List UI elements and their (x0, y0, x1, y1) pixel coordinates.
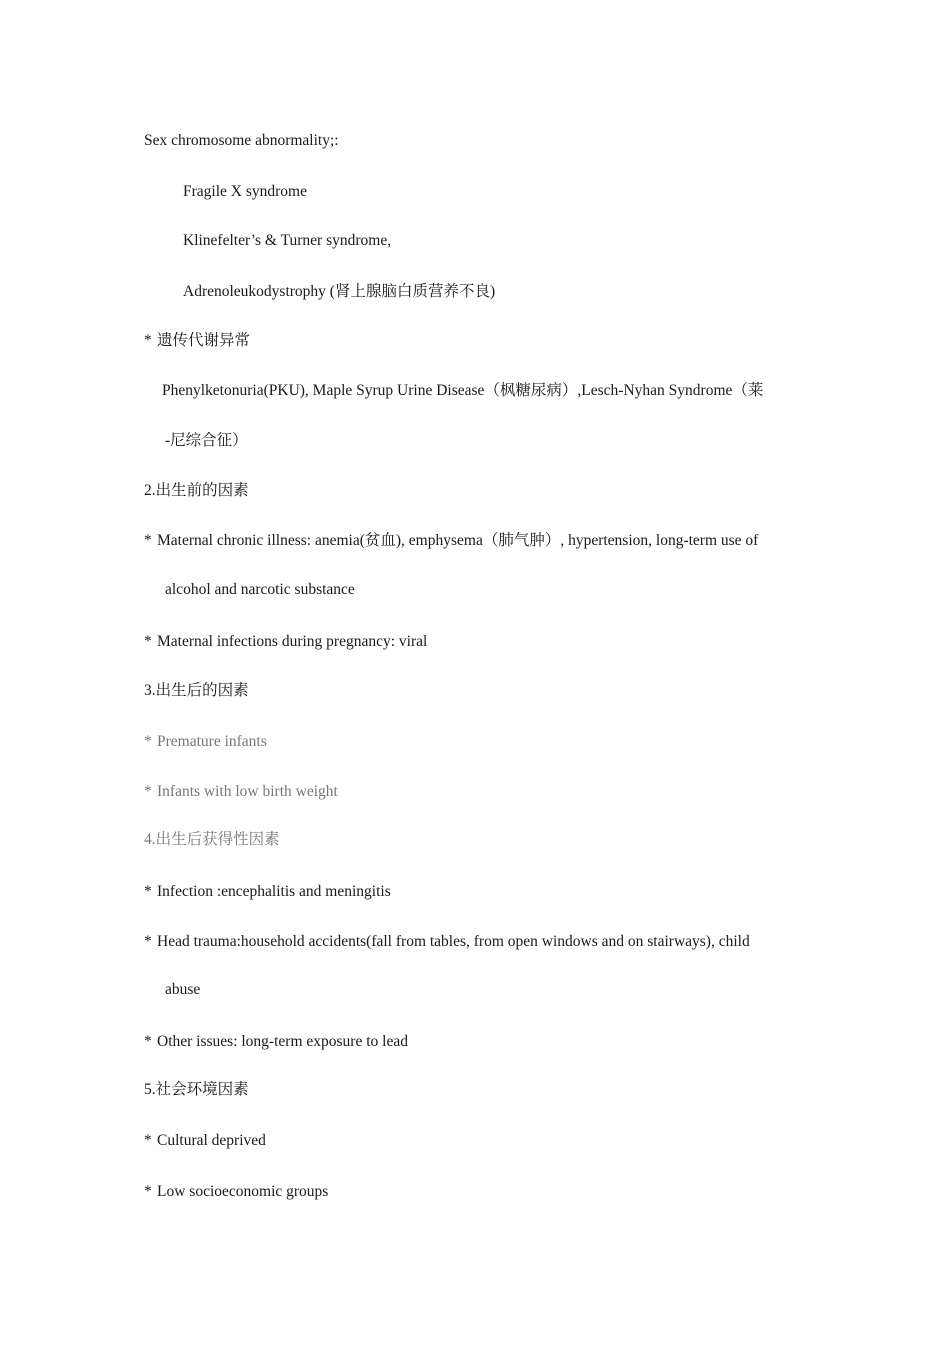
metabolic-heading: 遗传代谢异常 (157, 332, 251, 349)
prenatal-item-1-text: Maternal chronic illness: anemia(贫血), emphysema（肺气肿）, hypertension, long-term use of (157, 532, 759, 549)
postnatal-item-1-text: Premature infants (157, 733, 267, 750)
acquired-item-3 (144, 1032, 408, 1052)
sex-item-adrenoleukodystrophy: Adrenoleukodystrophy (肾上腺脑白质营养不良) (183, 283, 496, 300)
postnatal-item-1 (144, 732, 267, 752)
bullet-marker: * (144, 1132, 152, 1149)
social-heading: 5.社会环境因素 (144, 1081, 249, 1098)
acquired-heading: 4.出生后获得性因素 (144, 831, 280, 848)
bullet-marker: * (144, 883, 152, 900)
prenatal-heading: 2.出生前的因素 (144, 482, 249, 499)
bullet-marker: * (144, 1033, 152, 1050)
postnatal-item-2-text: Infants with low birth weight (157, 783, 338, 800)
social-item-1 (144, 1131, 266, 1151)
bullet-marker: * (144, 532, 152, 549)
metabolic-heading-line (144, 331, 250, 351)
social-item-1-text: Cultural deprived (157, 1132, 266, 1149)
postnatal-heading: 3.出生后的因素 (144, 682, 249, 699)
bullet-marker: * (144, 783, 152, 800)
metabolic-line-1: Phenylketonuria(PKU), Maple Syrup Urine Disease（枫糖尿病）,Lesch-Nyhan Syndrome（莱 (162, 382, 764, 399)
acquired-item-2-line-2: abuse (165, 981, 201, 998)
acquired-item-1-text: Infection :encephalitis and meningitis (157, 883, 391, 900)
prenatal-item-1-line-1 (144, 531, 758, 551)
sex-item-fragile-x: Fragile X syndrome (183, 183, 307, 200)
acquired-item-1 (144, 882, 391, 902)
social-item-2 (144, 1182, 328, 1202)
prenatal-item-2 (144, 632, 427, 652)
postnatal-item-2 (144, 782, 338, 802)
prenatal-item-1-line-2: alcohol and narcotic substance (165, 581, 355, 598)
bullet-marker: * (144, 733, 152, 750)
bullet-marker: * (144, 1183, 152, 1200)
prenatal-item-2-text: Maternal infections during pregnancy: viral (157, 633, 428, 650)
bullet-marker: * (144, 633, 152, 650)
acquired-item-2-line-1 (144, 932, 750, 952)
sex-item-klinefelter-turner: Klinefelter’s & Turner syndrome, (183, 232, 392, 249)
sex-chromosome-heading: Sex chromosome abnormality;: (144, 132, 339, 149)
bullet-marker: * (144, 332, 152, 349)
acquired-item-3-text: Other issues: long-term exposure to lead (157, 1033, 408, 1050)
metabolic-line-2: -尼综合征） (165, 432, 248, 449)
acquired-item-2-text: Head trauma:household accidents(fall from tables, from open windows and on stairways), child (157, 933, 750, 950)
bullet-marker: * (144, 933, 152, 950)
social-item-2-text: Low socioeconomic groups (157, 1183, 329, 1200)
